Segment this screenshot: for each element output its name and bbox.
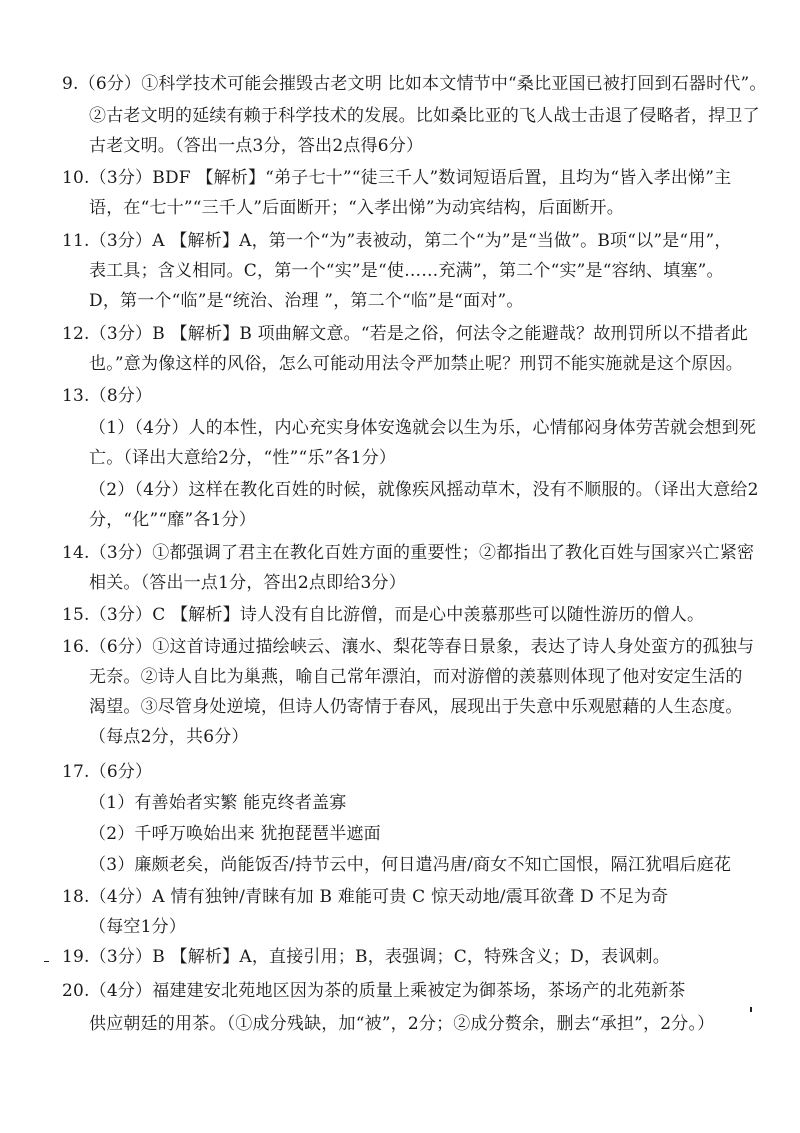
answer-18-line-1: 18.（4分）A 情有独钟/青睐有加 B 难能可贵 C 惊天动地/震耳欲聋 D 不足为奇 [62,887,669,907]
answer-12-line-1: 12.（3分）B 【解析】B 项曲解文意。“若是之俗，何法令之能避哉？故刑罚所以不措者此 [62,324,749,344]
answer-14-line-2: 相关。（答出一点1分，答出2点即给3分） [89,573,406,593]
answer-13-2-line-1: （2）（4分）这样在教化百姓的时候，就像疾风摇动草木，没有不顺服的。（译出大意给2 [89,480,759,500]
answer-10-line-2: 语，在“七十”“三千人”后面断开；“入孝出悌”为动宾结构，后面断开。 [89,198,624,218]
answer-13-heading: 13.（8分） [62,386,153,406]
answer-17-2: （2）千呼万唤始出来 犹抱琵琶半遮面 [89,824,381,844]
answer-10-line-1: 10.（3分）BDF 【解析】“弟子七十”“徒三千人”数词短语后置，且均为“皆入孝出悌”主 [62,168,732,188]
answer-11-line-1: 11.（3分）A 【解析】A，第一个“为”表被动，第二个“为”是“当做”。B项“以”是“用”， [62,231,732,251]
answer-9-line-2: ②古老文明的延续有赖于科学技术的发展。比如桑比亚的飞人战士击退了侵略者，捍卫了 [89,106,760,126]
answer-12-line-2: 也。”意为像这样的风俗，怎么可能动用法令严加禁止呢？刑罚不能实施就是这个原因。 [89,354,743,374]
answer-17-heading: 17.（6分） [62,762,153,782]
answer-13-2-line-2: 分，“化”“靡”各1分） [89,510,256,530]
answer-16-line-4: （每点2分，共6分） [89,727,249,747]
answer-16-line-1: 16.（6分）①这首诗通过描绘峡云、瀼水、梨花等春日景象，表达了诗人身处蛮方的孤独与 [62,637,755,657]
answer-20-line-1: 20.（4分）福建建安北苑地区因为茶的质量上乘被定为御茶场，茶场产的北苑新茶 [62,981,686,1001]
answer-16-line-3: 渴望。③尽管身处逆境，但诗人仍寄情于春风，展现出于失意中乐观慰藉的人生态度。 [89,697,743,717]
answer-20-line-2: 供应朝廷的用茶。（①成分残缺，加“被”，2分；②成分赘余，删去“承担”，2分。） [89,1014,715,1034]
answer-19-line-1: 19.（3分）B 【解析】A，直接引用；B，表强调；C，特殊含义；D，表讽刺。 [62,947,670,967]
answer-11-line-3: D，第一个“临”是“统治、治理 ”，第二个“临”是“面对”。 [89,291,524,311]
answer-17-3: （3）廉颇老矣，尚能饭否/持节云中，何日遣冯唐/商女不知亡国恨，隔江犹唱后庭花 [89,855,732,875]
answer-13-1-line-2: 亡。（译出大意给2分，“性”“乐”各1分） [89,448,397,468]
answer-17-1: （1）有善始者实繁 能克终者盖寡 [89,793,347,813]
scan-speck [750,1007,752,1012]
scan-speck [44,961,49,962]
answer-13-1-line-1: （1）（4分）人的本性，内心充实身体安逸就会以生为乐，心情郁闷身体劳苦就会想到死 [89,418,757,438]
answer-11-line-2: 表工具；含义相同。C，第一个“实”是“使……充满”，第二个“实”是“容纳、填塞”。 [89,261,724,281]
answer-14-line-1: 14.（3分）①都强调了君主在教化百姓方面的重要性；②都指出了教化百姓与国家兴亡紧密 [62,543,755,563]
answer-9-line-3: 古老文明。（答出一点3分，答出2点得6分） [89,136,424,156]
answer-15-line-1: 15.（3分）C 【解析】诗人没有自比游僧，而是心中羡慕那些可以随性游历的僧人。 [62,605,705,625]
answer-9-line-1: 9.（6分）①科学技术可能会摧毁古老文明 比如本文情节中“桑比亚国已被打回到石器时代”。 [62,74,767,94]
answer-16-line-2: 无奈。②诗人自比为巢燕，喻自己常年漂泊，而对游僧的羡慕则体现了他对安定生活的 [89,667,743,687]
answer-18-line-2: （每空1分） [89,917,187,937]
